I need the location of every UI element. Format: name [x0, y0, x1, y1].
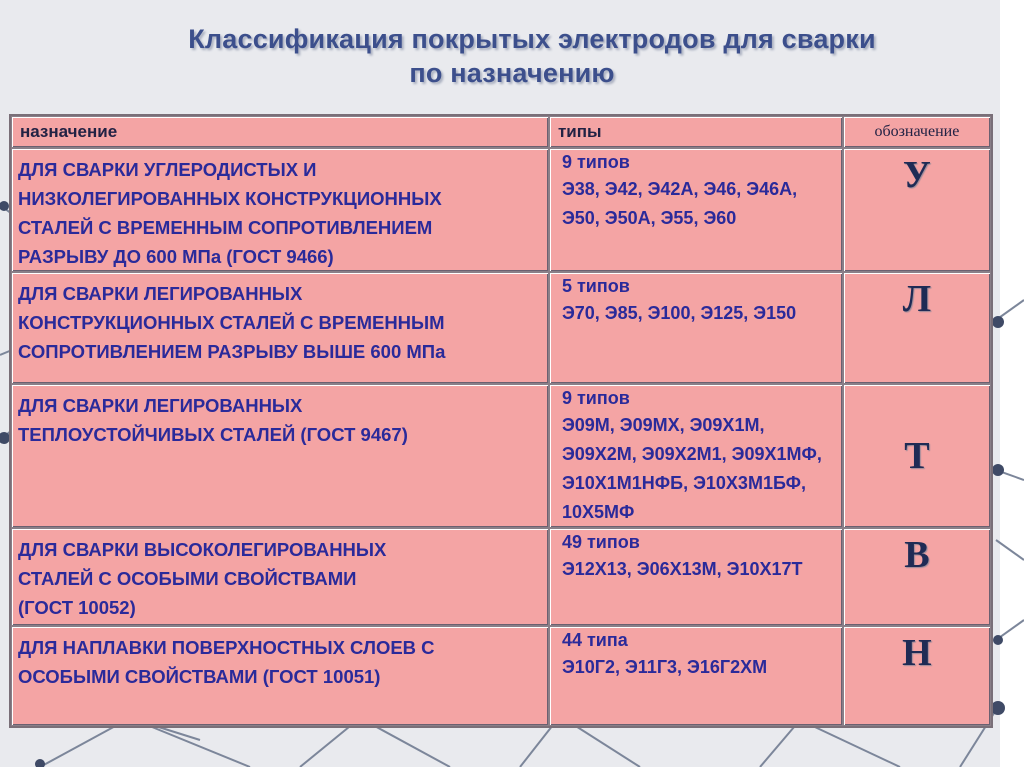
row-designation: Н	[902, 632, 932, 674]
row-type-list: Э12Х13, Э06Х13М, Э10Х17Т	[561, 559, 803, 579]
row-designation: У	[902, 154, 931, 196]
row-purpose: ДЛЯ НАПЛАВКИ ПОВЕРХНОСТНЫХ СЛОЕВ С ОСОБЫМИ СВОЙСТВАМИ (ГОСТ 10051)	[18, 637, 435, 687]
row-types	[550, 627, 842, 682]
row-purpose: ДЛЯ СВАРКИ ЛЕГИРОВАННЫХ ТЕПЛОУСТОЙЧИВЫХ СТАЛЕЙ (ГОСТ 9467)	[18, 395, 408, 445]
row-type-list: Э09М, Э09МХ, Э09Х1М, Э09Х2М, Э09Х2М1, Э09Х1МФ, Э10Х1М1НФБ, Э10Х3М1БФ, 10Х5МФ	[561, 415, 822, 522]
page-title-line-2: по назначению	[409, 58, 615, 88]
row-type-list: Э70, Э85, Э100, Э125, Э150	[561, 303, 797, 323]
table-row	[11, 528, 991, 626]
table-row	[11, 148, 991, 272]
row-type-list: Э38, Э42, Э42А, Э46, Э46А, Э50, Э50А, Э55, Э60	[561, 179, 798, 228]
row-designation: В	[904, 534, 930, 576]
table-header-row	[11, 116, 991, 148]
row-types	[550, 149, 842, 233]
page-title-line-1: Классификация покрытых электродов для сварки	[188, 24, 876, 54]
table-row	[11, 626, 991, 726]
row-type-count: 44 типа	[561, 630, 628, 650]
table-row	[11, 384, 991, 528]
row-types	[550, 385, 842, 527]
row-type-count: 9 типов	[561, 152, 630, 172]
row-type-list: Э10Г2, Э11Г3, Э16Г2ХМ	[561, 657, 768, 677]
row-designation: Т	[904, 435, 930, 477]
row-type-count: 49 типов	[561, 532, 640, 552]
header-designation: обозначение	[843, 116, 991, 148]
electrode-classification-table	[9, 114, 993, 728]
row-types	[550, 273, 842, 328]
header-purpose: назначение	[11, 116, 549, 148]
row-purpose: ДЛЯ СВАРКИ ЛЕГИРОВАННЫХ КОНСТРУКЦИОННЫХ СТАЛЕЙ С ВРЕМЕННЫМ СОПРОТИВЛЕНИЕМ РАЗРЫВУ ВЫШЕ 600 МПа	[18, 283, 446, 362]
row-designation: Л	[902, 278, 932, 320]
row-types	[550, 529, 842, 584]
row-type-count: 5 типов	[561, 276, 630, 296]
header-types: типы	[549, 116, 843, 148]
row-purpose: ДЛЯ СВАРКИ ВЫСОКОЛЕГИРОВАННЫХ СТАЛЕЙ С ОСОБЫМИ СВОЙСТВАМИ (ГОСТ 10052)	[18, 539, 387, 618]
row-type-count: 9 типов	[561, 388, 630, 408]
row-purpose: ДЛЯ СВАРКИ УГЛЕРОДИСТЫХ И НИЗКОЛЕГИРОВАННЫХ КОНСТРУКЦИОННЫХ СТАЛЕЙ С ВРЕМЕННЫМ СОПРОТИВЛЕНИЕМ РАЗРЫВУ ДО 600 МПа (ГОСТ 9466)	[18, 159, 442, 267]
table-row	[11, 272, 991, 384]
